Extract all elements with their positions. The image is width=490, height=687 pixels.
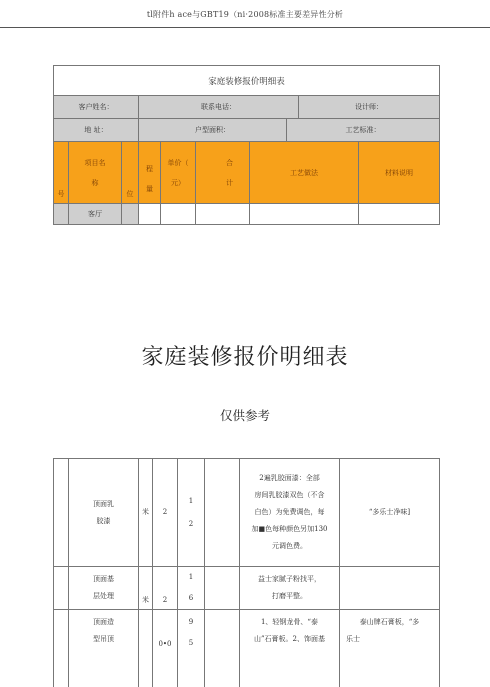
row3-name <box>69 610 139 687</box>
form-title: 家庭装修报价明细表 <box>54 66 440 96</box>
row2-no <box>54 567 69 610</box>
row2-price <box>178 567 205 610</box>
room-cell-total <box>196 204 250 225</box>
row2-name-line1: 顶面基 <box>93 575 114 583</box>
table-row <box>54 459 440 567</box>
customer-name-label: 客户姓名： <box>54 96 139 119</box>
col-no: 号 <box>54 142 69 204</box>
row3-name-line1: 顶面造 <box>93 618 114 626</box>
row1-name <box>69 459 139 567</box>
row3-price-line2: 5 <box>188 639 194 647</box>
col-unit: 位 <box>122 142 139 204</box>
room-cell-material <box>359 204 440 225</box>
table-row <box>54 567 440 610</box>
row1-material: “多乐士净味] <box>340 459 440 567</box>
designer-label: 设计师： <box>299 96 440 119</box>
row1-craft-line5: 元调色费。 <box>272 542 307 550</box>
col-item-name <box>69 142 122 204</box>
col-total-line2: 计 <box>226 178 233 187</box>
row2-name-line2: 层处理 <box>93 592 114 600</box>
row1-craft-line2: 房间乳胶漆双色（不含 <box>254 491 325 499</box>
address-label: 地 址： <box>54 119 139 142</box>
row3-price-line1: 9 <box>188 618 194 626</box>
col-total-line1: 合 <box>226 158 233 167</box>
row3-price <box>178 610 205 687</box>
col-item-name-line1: 项目名 <box>84 158 106 167</box>
row1-quantity: 2 <box>153 459 178 567</box>
col-material: 材料说明 <box>359 142 440 204</box>
col-unit-price <box>161 142 196 204</box>
table-row <box>54 610 440 687</box>
quote-form-table <box>53 65 440 225</box>
room-cell-craft <box>250 204 359 225</box>
row3-quantity: 0•0 <box>153 610 178 687</box>
row3-material <box>340 610 440 687</box>
row2-unit: 米 <box>139 567 153 610</box>
col-total <box>196 142 250 204</box>
craft-standard-label: 工艺标准： <box>287 119 440 142</box>
header-text: tl附件h ace与GBT19（ni·2008标准主要差异性分析 <box>146 10 344 19</box>
col-quantity <box>139 142 161 204</box>
quote-detail-table <box>53 458 440 687</box>
row1-name-line2: 胶漆 <box>96 516 111 525</box>
col-unit-price-line1: 单价（ <box>167 158 189 167</box>
room-cell-price <box>161 204 196 225</box>
row1-price-line1: 1 <box>188 496 194 505</box>
main-title: 家庭装修报价明细表 <box>141 345 349 370</box>
col-craft: 工艺做法 <box>250 142 359 204</box>
row3-material-line1: 泰山牌石膏板，“多 <box>359 618 420 626</box>
row1-craft-line3: 白色）为免费调色，每 <box>254 508 325 516</box>
row2-material <box>340 567 440 610</box>
page-header <box>0 0 490 28</box>
room-cell-empty <box>54 204 69 225</box>
house-area-label: 户型面积： <box>139 119 287 142</box>
row1-craft-line4: 加■色每种颜色另加130 <box>251 525 328 533</box>
col-quantity-line2: 量 <box>146 184 153 193</box>
row3-unit <box>139 610 153 687</box>
row2-name <box>69 567 139 610</box>
row1-no <box>54 459 69 567</box>
room-cell-unit <box>122 204 139 225</box>
phone-label: 联系电话： <box>139 96 299 119</box>
row3-craft-line1: 1、轻钢龙骨、“泰 <box>260 618 319 626</box>
row3-no <box>54 610 69 687</box>
row3-craft-line2: 山”石膏板。2、饰面基 <box>253 635 326 643</box>
row1-name-line1: 顶面乳 <box>93 499 114 508</box>
row1-unit: 米 <box>139 459 153 567</box>
row2-total <box>205 567 240 610</box>
room-cell-qty <box>139 204 161 225</box>
col-quantity-line1: 程 <box>146 164 153 173</box>
row2-craft-line1: 益士家腻子粉找平， <box>258 575 321 583</box>
row3-material-line2: 乐士 <box>346 635 360 643</box>
col-unit-price-line2: 元） <box>171 178 185 187</box>
row2-price-line2: 6 <box>188 594 194 602</box>
col-item-name-line2: 称 <box>91 178 99 187</box>
row3-total <box>205 610 240 687</box>
row2-craft-line2: 打磨平整。 <box>272 592 307 600</box>
row3-name-line2: 型吊顶 <box>93 635 114 643</box>
row1-price-line2: 2 <box>188 519 194 528</box>
row1-total <box>205 459 240 567</box>
subtitle: 仅供参考 <box>219 408 270 423</box>
row2-quantity: 2 <box>153 567 178 610</box>
row3-craft <box>240 610 340 687</box>
row1-craft-line1: 2遍乳胶面漆：全部 <box>259 474 320 482</box>
row2-price-line1: 1 <box>188 573 194 581</box>
row2-craft <box>240 567 340 610</box>
row1-price <box>178 459 205 567</box>
room-label: 客厅 <box>69 204 122 225</box>
row1-craft <box>240 459 340 567</box>
